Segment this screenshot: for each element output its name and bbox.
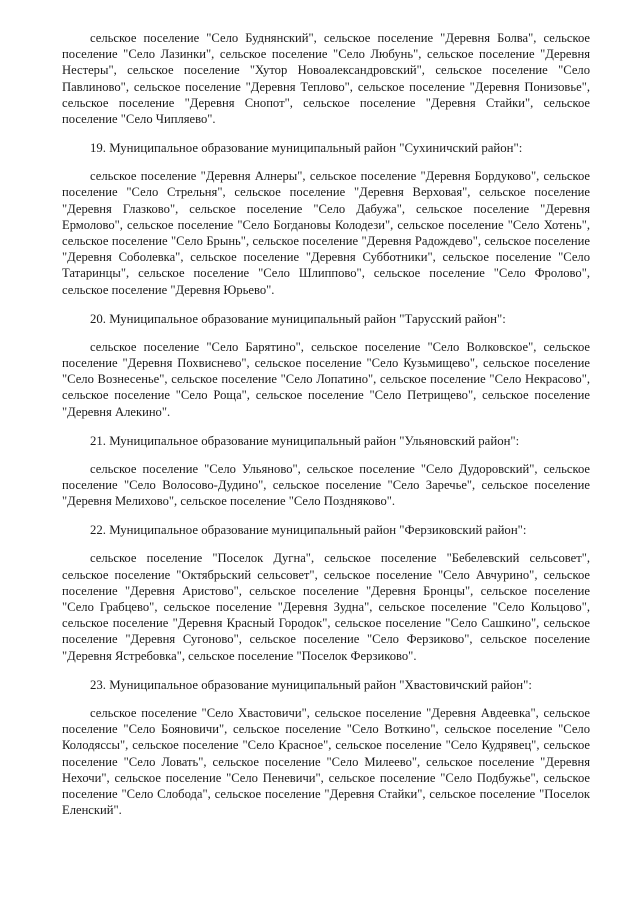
- document-page: [62, 30, 590, 818]
- section-23-heading: 23. Муниципальное образование муниципальный район "Хвастовичский район":: [90, 677, 532, 692]
- section-18-body: сельское поселение "Село Буднянский", сельское поселение "Деревня Болва", сельское поселение "Село Лазинки", сельское поселение "Село Любунь", сельское поселение "Деревня Нестеры", сельское поселение "Хутор Новоалександровский", сельское поселение "Село Павлиново", сельское поселение "Деревня Теплово", сельское поселение "Деревня Понизовье", сельское поселение "Деревня Снопот", сельское поселение "Деревня Стайки", сельское поселение "Село Чипляево".: [62, 31, 590, 127]
- section-23-body: сельское поселение "Село Хвастовичи", сельское поселение "Деревня Авдеевка", сельское поселение "Село Бояновичи", сельское поселение "Село Воткино", сельское поселение "Село Колодяссы", сельское поселение "Село Красное", сельское поселение "Село Кудрявец", сельское поселение "Село Ловать", сельское поселение "Село Милеево", сельское поселение "Деревня Нехочи", сельское поселение "Село Пеневичи", сельское поселение "Село Подбужье", сельское поселение "Село Слобода", сельское поселение "Деревня Стайки", сельское поселение "Поселок Еленский".: [62, 705, 590, 818]
- section-22-body: сельское поселение "Поселок Дугна", сельское поселение "Бебелевский сельсовет", сельское поселение "Октябрьский сельсовет", сельское поселение "Село Авчурино", сельское поселение "Деревня Аристово", сельское поселение "Деревня Бронцы", сельское поселение "Село Грабцево", сельское поселение "Деревня Зудна", сельское поселение "Село Кольцово", сельское поселение "Деревня Красный Городок", сельское поселение "Село Сашкино", сельское поселение "Деревня Сугоново", сельское поселение "Село Ферзиково", сельское поселение "Деревня Ястребовка", сельское поселение "Поселок Ферзиково".: [62, 551, 590, 663]
- section-22-heading: 22. Муниципальное образование муниципальный район "Ферзиковский район":: [90, 523, 527, 538]
- section-20-body: сельское поселение "Село Барятино", сельское поселение "Село Волковское", сельское поселение "Деревня Похвиснево", сельское поселение "Село Кузьмищево", сельское поселение "Село Вознесенье", сельское поселение "Село Лопатино", сельское поселение "Село Некрасово", сельское поселение "Село Роща", сельское поселение "Село Петрищево", сельское поселение "Деревня Алекино".: [62, 339, 590, 419]
- section-19-body: сельское поселение "Деревня Алнеры", сельское поселение "Деревня Бордуково", сельское поселение "Село Стрельня", сельское поселение "Деревня Верховая", сельское поселение "Деревня Глазково", сельское поселение "Село Дабужа", сельское поселение "Деревня Ермолово", сельское поселение "Село Богдановы Колодези", сельское поселение "Село Хотень", сельское поселение "Село Брынь", сельское поселение "Деревня Радождево", сельское поселение "Деревня Соболевка", сельское поселение "Деревня Субботники", сельское поселение "Село Татаринцы", сельское поселение "Село Шлиппово", сельское поселение "Село Фролово", сельское поселение "Деревня Юрьево".: [62, 169, 590, 297]
- section-21-heading: 21. Муниципальное образование муниципальный район "Ульяновский район":: [90, 433, 520, 448]
- section-21-body: сельское поселение "Село Ульяново", сельское поселение "Село Дудоровский", сельское поселение "Село Волосово-Дудино", сельское поселение "Село Заречье", сельское поселение "Деревня Мелихово", сельское поселение "Село Поздняково".: [62, 461, 590, 509]
- section-20-heading: 20. Муниципальное образование муниципальный район "Тарусский район":: [90, 311, 506, 326]
- section-19-heading: 19. Муниципальное образование муниципальный район "Сухиничский район":: [90, 141, 523, 156]
